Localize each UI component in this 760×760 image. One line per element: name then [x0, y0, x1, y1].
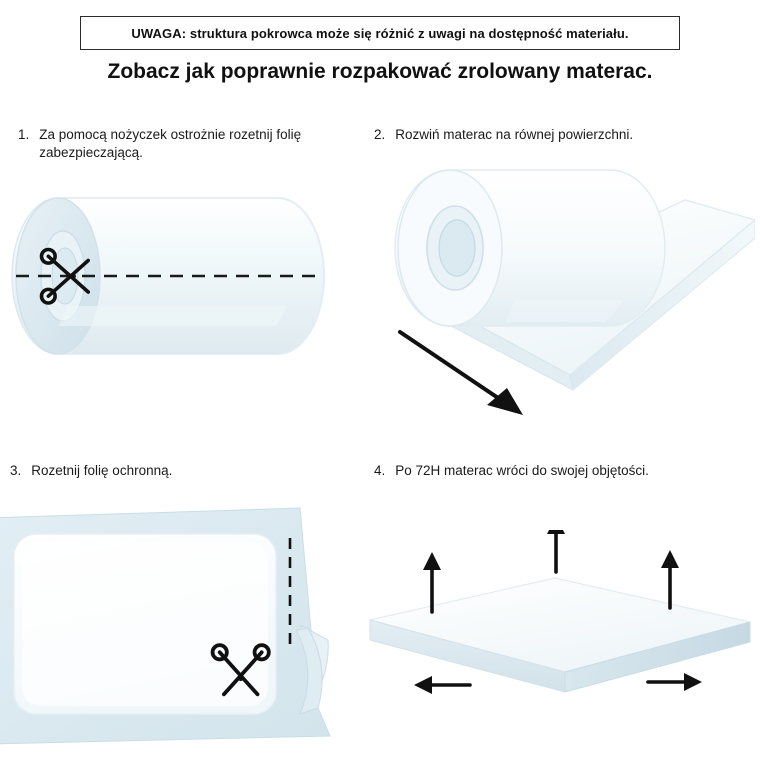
mattress-body	[14, 534, 276, 714]
notice-banner	[80, 16, 680, 50]
step-2-text: Rozwiń materac na równej powierzchni.	[395, 127, 634, 142]
step-2	[374, 126, 734, 144]
arrow-up-left	[423, 552, 441, 612]
mattress-roll-body	[12, 198, 324, 354]
step-3-text: Rozetnij folię ochronną.	[31, 463, 173, 478]
step-1-head	[18, 126, 348, 162]
step-4-number: 4.	[374, 463, 386, 478]
mattress-roll	[395, 170, 665, 326]
illustration-cut-protective-film	[0, 500, 340, 750]
step-3-number: 3.	[10, 463, 22, 478]
step-4	[374, 462, 744, 480]
step-3-head	[10, 462, 340, 480]
page-title: Zobacz jak poprawnie rozpakować zrolowany materac.	[107, 60, 653, 83]
arrow-up-center	[547, 530, 565, 572]
arrow-up-right	[661, 550, 679, 608]
step-1	[18, 126, 348, 162]
step-2-number: 2.	[374, 127, 386, 142]
mattress-slab	[370, 578, 750, 692]
step-1-text: Za pomocą nożyczek ostrożnie rozetnij folię zabezpieczającą.	[39, 127, 302, 161]
arrow-right	[648, 673, 702, 691]
step-2-head	[374, 126, 734, 144]
step-3	[10, 462, 340, 480]
step-1-number: 1.	[18, 127, 30, 142]
step-4-head	[374, 462, 744, 480]
arrow-left	[414, 676, 470, 694]
notice-text: UWAGA: struktura pokrowca może się różnić z uwagi na dostępność materiału.	[131, 25, 629, 41]
illustration-mattress-expanding	[360, 530, 760, 730]
illustration-unrolling-mattress	[355, 160, 755, 440]
illustration-rolled-mattress-cut	[8, 176, 338, 376]
step-4-text: Po 72H materac wróci do swojej objętości.	[395, 463, 649, 478]
